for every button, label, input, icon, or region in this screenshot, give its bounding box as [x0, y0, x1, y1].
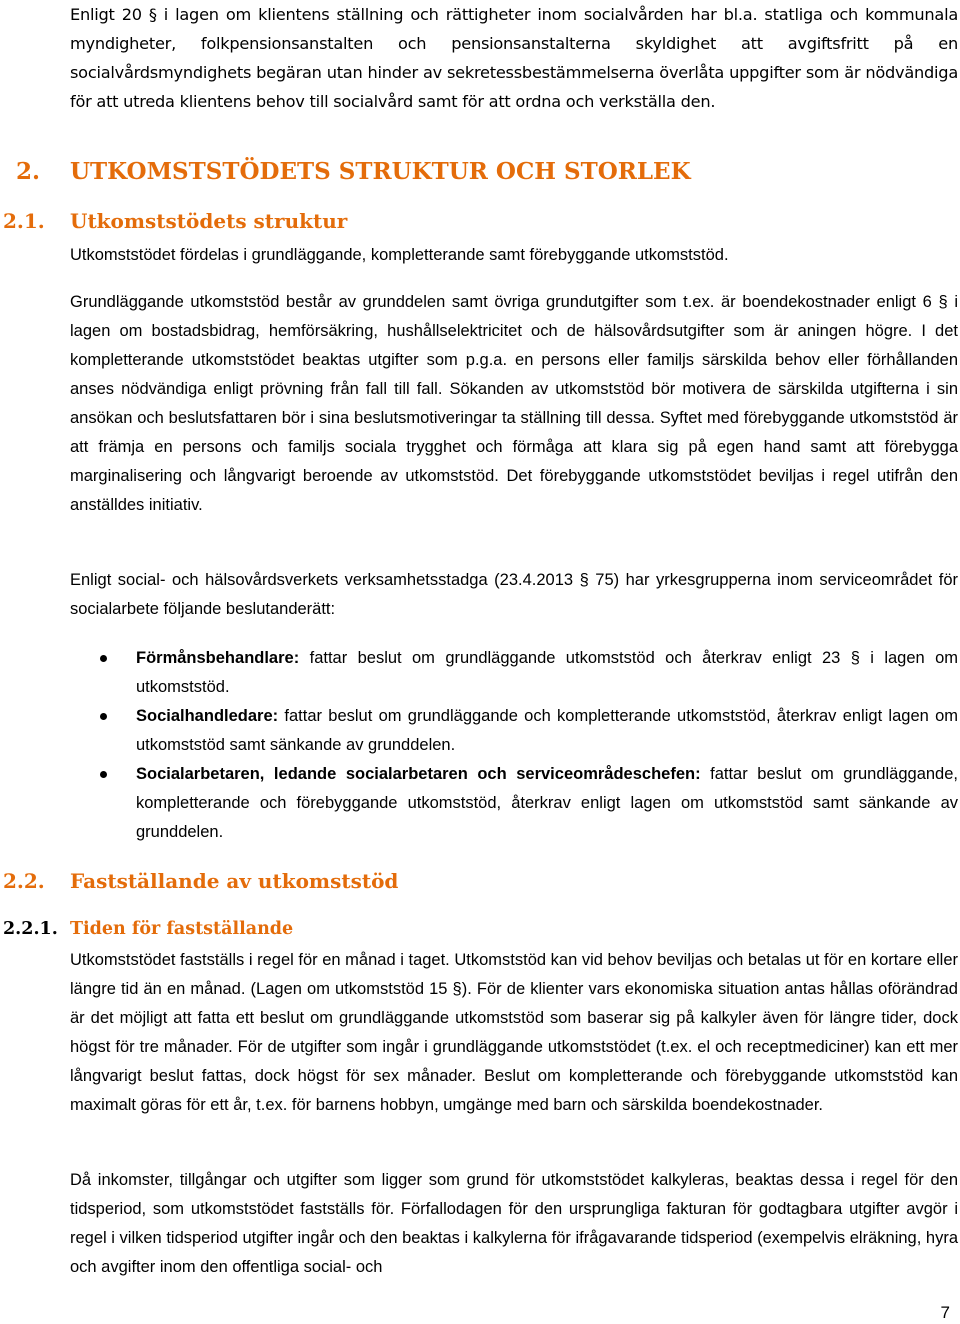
- section-2-2-1-number: 2.2.1.: [3, 919, 58, 939]
- bullet-icon: [100, 655, 107, 662]
- section-2-1-title: Utkomststödets struktur: [70, 209, 348, 233]
- section-2-number: 2.: [16, 158, 41, 185]
- section-2-2-1-paragraph-2: Då inkomster, tillgångar och utgifter som ligger som grund för utkomststödet kalkyleras, beaktas dessa i regel för den tidsperiod, som utkomststödet fastställs för. Förfallodagen för den ursprungliga fakturan för godtagbara utgifter avgör i regel i vilken tidsperiod utgifter ingår och den beaktas i kalkylerna för ifrågavarande tidsperiod (exempelvis elräkning, hyra och avgifter inom den offentliga social- och: [70, 1171, 958, 1276]
- bullet-icon: [100, 771, 107, 778]
- decision-rights-list: [70, 644, 958, 847]
- intro-paragraph: Enligt 20 § i lagen om klientens ställning och rättigheter inom socialvården har bl.a. statliga och kommunala myndigheter, folkpensionsanstalten och pensionsanstalterna skyldighet att avgiftsfritt på en socialvårdsmyndighets begäran utan hinder av sekretessbestämmelserna överlåta uppgifter som är nödvändiga för att utreda klientens behov till socialvård samt för att ordna och verkställa den.: [70, 5, 958, 111]
- list-item: [70, 702, 958, 760]
- section-2-2-heading: [3, 869, 398, 893]
- section-2-2-1-paragraph-1: Utkomststödet fastställs i regel för en månad i taget. Utkomststöd kan vid behov beviljas och betalas ut för en kortare eller längre tid än en månad. (Lagen om utkomststöd 15 §). För de klienter vars ekonomiska situation antas hållas oförändrad är det möjligt att fatta ett beslut om grundläggande utkomststöd som baserar sig på kalkyler även för längre tider, dock högst för tre månader. För de utgifter som ingår i grundläggande utkomststödet (t.ex. el och receptmediciner) kan ett mer långvarigt beslut fattas, dock högst för sex månader. Beslut om kompletterande och förebyggande utkomststöd kan maximalt göras för ett år, t.ex. för barnens hobbyn, umgänge med barn och särskilda boendekostnader.: [70, 951, 958, 1114]
- list-item-text: fattar beslut om grundläggande, kompletterande och förebyggande utkomststöd, återkrav enligt lagen om utkomststöd samt sänkande av grunddelen.: [136, 765, 958, 841]
- section-2-1-number: 2.1.: [3, 209, 45, 233]
- list-item: [70, 644, 958, 702]
- section-2-1-paragraph-1: Utkomststödet fördelas i grundläggande, kompletterande samt förebyggande utkomststöd.: [70, 246, 729, 264]
- list-item-term: Socialarbetaren, ledande socialarbetaren och serviceområdeschefen:: [136, 765, 701, 783]
- section-2-1-paragraph-3: Enligt social- och hälsovårdsverkets verksamhetsstadga (23.4.2013 § 75) har yrkesgrupperna inom serviceområdet för socialarbete följande beslutanderätt:: [70, 571, 958, 618]
- list-item-text: fattar beslut om grundläggande utkomststöd och återkrav enligt 23 § i lagen om utkomststöd.: [136, 649, 958, 696]
- section-2-1-heading: [3, 209, 347, 233]
- section-2-heading: [16, 158, 691, 185]
- list-item: [70, 760, 958, 847]
- list-item-text: fattar beslut om grundläggande och kompletterande utkomststöd, återkrav enligt lagen om utkomststöd samt sänkande av grunddelen.: [136, 707, 958, 754]
- section-2-1-paragraph-2: Grundläggande utkomststöd består av grunddelen samt övriga grundutgifter som t.ex. är boendekostnader enligt 6 § i lagen om bostadsbidrag, hemförsäkring, hushållselektricitet och de hälsovårdsutgifter som är aningen högre. I det kompletterande utkomststödet beaktas utgifter som p.g.a. en persons eller familjs särskilda behov eller förhållanden anses nödvändiga enligt prövning från fall till fall. Sökanden av utkomststöd bör motivera de särskilda utgifterna i sin ansökan och beslutsfattaren bör i sina beslutsmotiveringar ta ställning till dessa. Syftet med förebyggande utkomststöd är att främja en persons och familjs sociala trygghet och förmåga att klara sig på egen hand samt att förebygga marginalisering och långvarigt beroende av utkomststöd. Det förebyggande utkomststödet beviljas i regel utifrån den anställdes initiativ.: [70, 293, 958, 514]
- list-item-term: Förmånsbehandlare:: [136, 649, 300, 667]
- section-2-2-title: Fastställande av utkomststöd: [70, 869, 399, 893]
- section-2-2-1-heading: [3, 919, 293, 939]
- bullet-icon: [100, 713, 107, 720]
- section-2-2-1-title: Tiden för fastställande: [70, 919, 294, 939]
- list-item-term: Socialhandledare:: [136, 707, 279, 725]
- section-2-title: UTKOMSTSTÖDETS STRUKTUR OCH STORLEK: [70, 158, 691, 185]
- page-number: 7: [940, 1303, 950, 1322]
- section-2-2-number: 2.2.: [3, 869, 45, 893]
